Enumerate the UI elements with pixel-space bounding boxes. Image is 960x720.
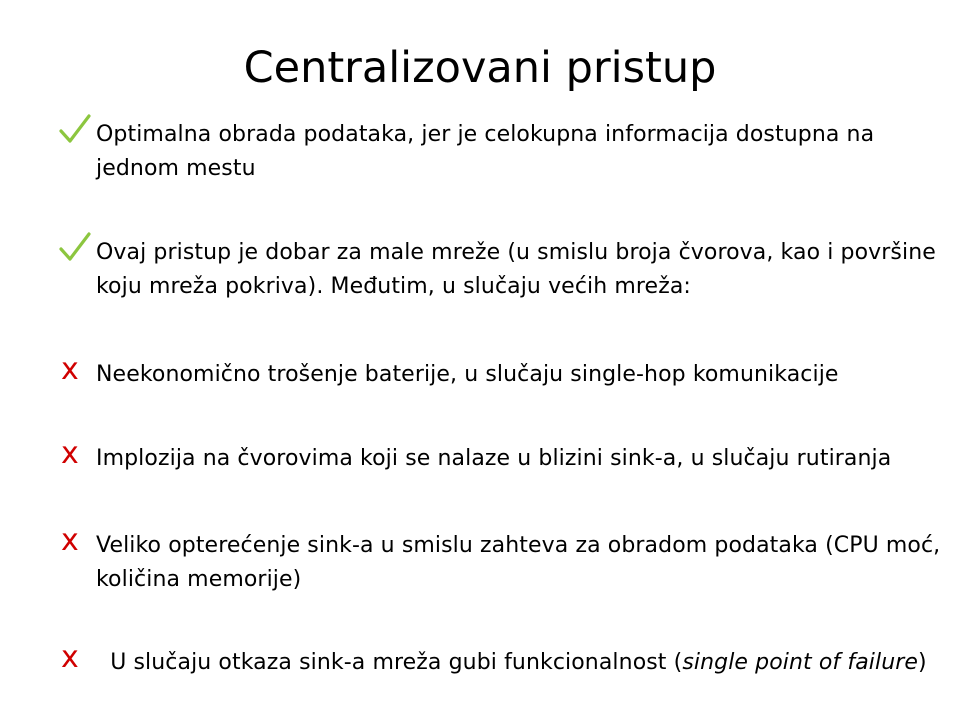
- x-mark-icon: x: [61, 436, 79, 471]
- bullet-text: Neekonomično trošenje baterije, u slučaju single-hop komunikacije: [96, 362, 839, 387]
- bullet-text: Veliko opterećenje sink-a u smislu zahteva za obradom podataka (CPU moć, količina memorije): [96, 533, 941, 592]
- bullet-text-main: U slučaju otkaza sink-a mreža gubi funkcionalnost (: [96, 650, 683, 675]
- slide-title: Centralizovani pristup: [243, 43, 717, 93]
- bullet-text: Optimalna obrada podataka, jer je celokupna informacija dostupna na jednom mestu: [96, 122, 875, 181]
- bullet-text: Implozija na čvorovima koji se nalaze u blizini sink-a, u slučaju rutiranja: [96, 446, 892, 471]
- check-icon: [58, 230, 92, 264]
- bullet-text: [96, 646, 946, 680]
- x-mark-icon: x: [61, 352, 79, 387]
- bullet-text: Ovaj pristup je dobar za male mreže (u smislu broja čvorova, kao i površine koju mreža pokriva). Međutim, u slučaju većih mreža:: [96, 240, 936, 299]
- x-mark-icon: x: [61, 523, 79, 558]
- x-mark-icon: x: [61, 640, 79, 675]
- check-icon: [58, 112, 92, 146]
- bullet-text-end: ): [918, 650, 927, 675]
- bullet-text-italic: single point of failure: [682, 650, 919, 675]
